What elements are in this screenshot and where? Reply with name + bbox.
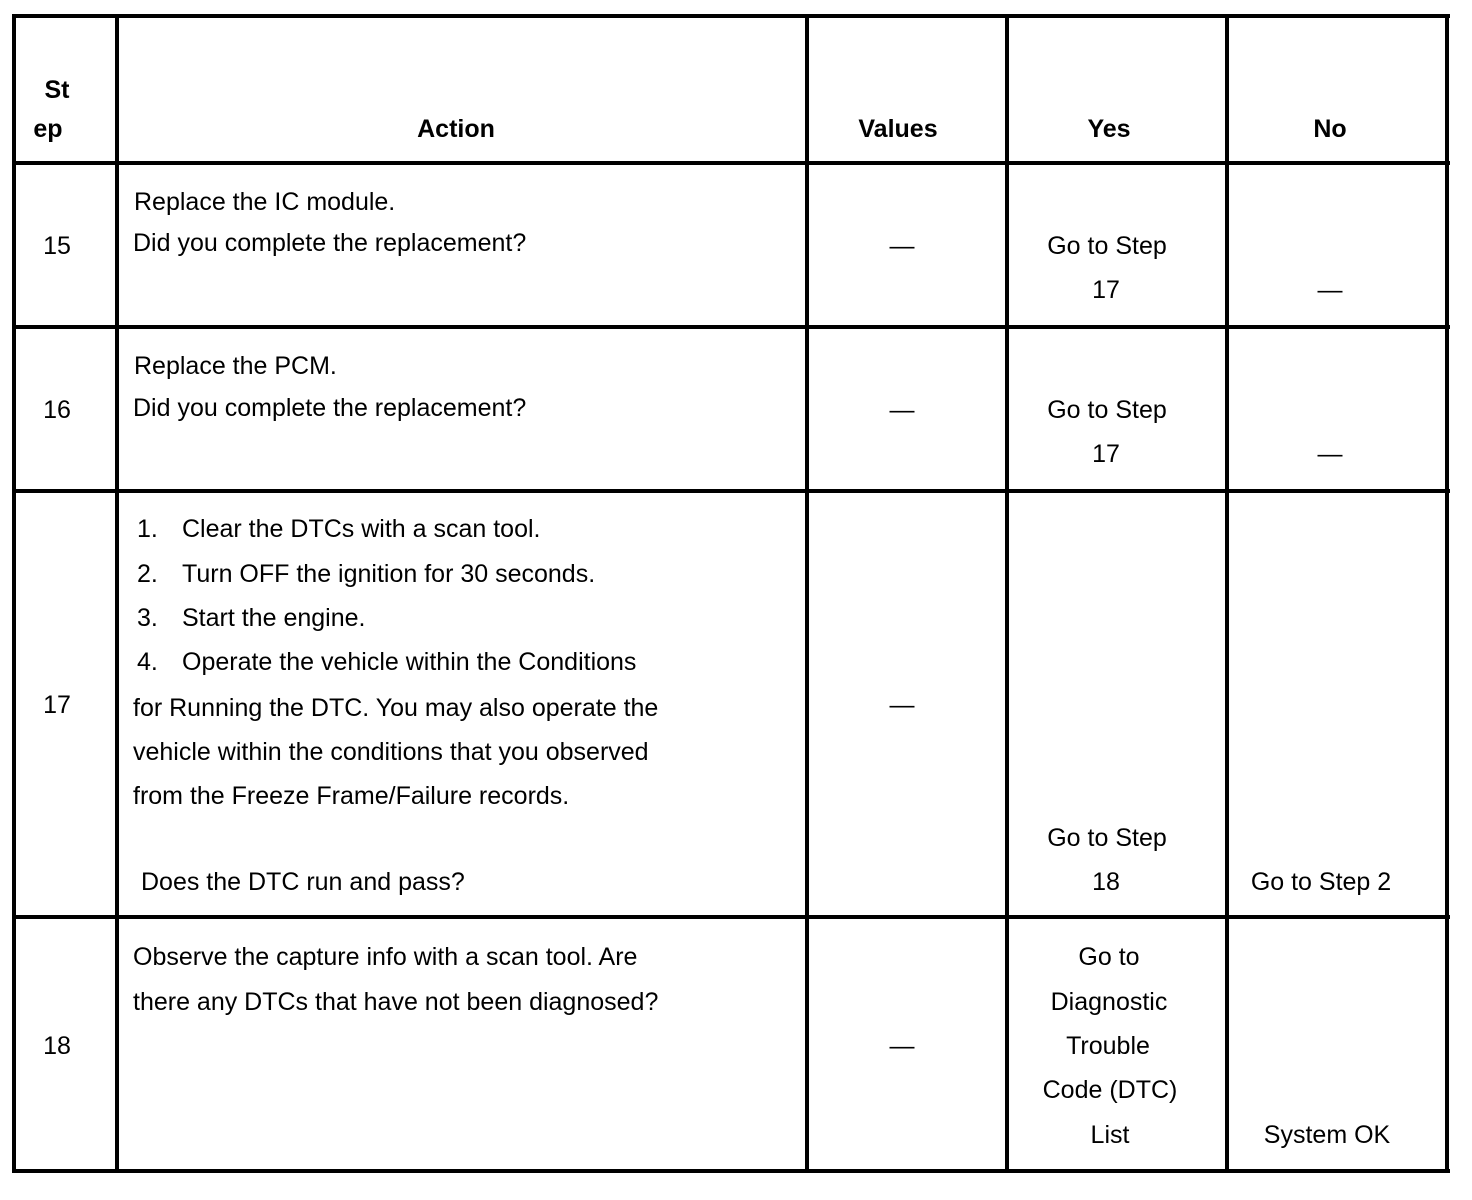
action-list-number: 2. (137, 560, 158, 588)
action-list-text: Operate the vehicle within the Conditions (182, 648, 637, 676)
values-cell: — (889, 691, 915, 719)
action-list-text: Clear the DTCs with a scan tool. (182, 515, 541, 543)
action-question: Does the DTC run and pass? (141, 868, 465, 896)
action-list-number: 4. (137, 648, 158, 676)
action-text: there any DTCs that have not been diagnosed? (133, 988, 659, 1016)
yes-cell: 18 (1092, 868, 1120, 896)
yes-cell: Go to Step (1047, 232, 1167, 260)
action-text: Observe the capture info with a scan tool. Are (133, 943, 638, 971)
no-cell: — (1317, 276, 1343, 304)
action-text: Replace the PCM. (134, 352, 337, 380)
yes-cell: Go to (1078, 943, 1140, 971)
values-cell: — (889, 232, 915, 260)
values-cell: — (889, 396, 915, 424)
action-text: Did you complete the replacement? (133, 229, 527, 257)
action-text: from the Freeze Frame/Failure records. (133, 782, 570, 810)
yes-cell: Code (DTC) (1042, 1076, 1178, 1104)
header-step-line1: St (44, 76, 70, 104)
no-cell: — (1317, 440, 1343, 468)
yes-cell: List (1090, 1121, 1130, 1149)
yes-cell: 17 (1092, 276, 1120, 304)
action-list-text: Start the engine. (182, 604, 366, 632)
action-list-text: Turn OFF the ignition for 30 seconds. (182, 560, 596, 588)
action-text: for Running the DTC. You may also operate the (133, 694, 659, 722)
no-cell: System OK (1263, 1121, 1391, 1149)
action-list-number: 1. (137, 515, 158, 543)
action-list-number: 3. (137, 604, 158, 632)
values-cell: — (889, 1032, 915, 1060)
header-yes: Yes (1087, 115, 1131, 143)
no-cell: Go to Step 2 (1250, 868, 1392, 896)
step-number: 17 (43, 691, 71, 719)
step-number: 15 (43, 232, 71, 260)
yes-cell: 17 (1092, 440, 1120, 468)
yes-cell: Go to Step (1047, 396, 1167, 424)
header-values: Values (858, 115, 938, 143)
header-no: No (1313, 115, 1347, 143)
header-step-line2: ep (33, 115, 63, 143)
yes-cell: Diagnostic (1050, 988, 1168, 1016)
action-text: Replace the IC module. (134, 188, 396, 216)
step-number: 18 (43, 1032, 71, 1060)
step-number: 16 (43, 396, 71, 424)
action-text: vehicle within the conditions that you observed (133, 738, 649, 766)
action-text: Did you complete the replacement? (133, 394, 527, 422)
header-action: Action (417, 115, 495, 143)
yes-cell: Go to Step (1047, 824, 1167, 852)
yes-cell: Trouble (1066, 1032, 1150, 1060)
